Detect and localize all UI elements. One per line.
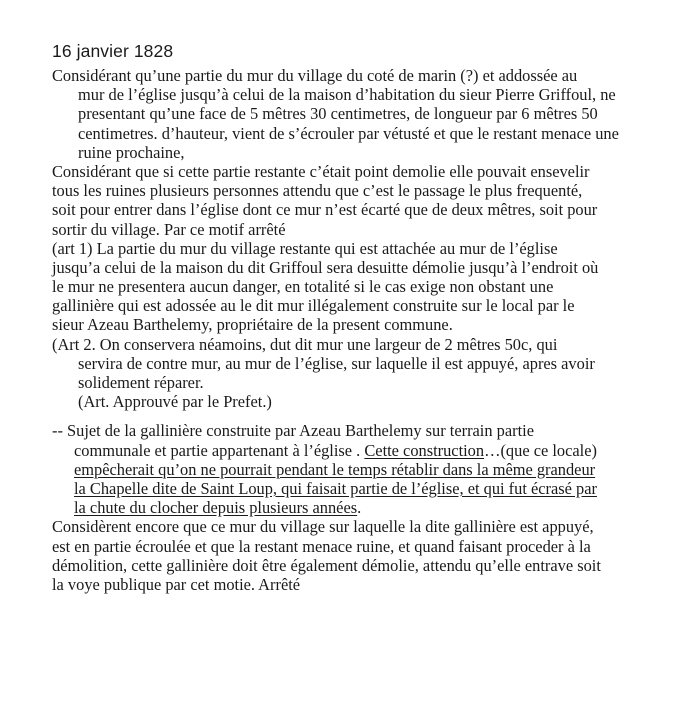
- text-line: (art 1) La partie du mur du village restante qui est attachée au mur de l’église: [52, 238, 558, 258]
- underlined-text: Cette construction: [364, 440, 485, 460]
- text-line: servira de contre mur, au mur de l’église, sur laquelle il est appuyé, apres avoir: [78, 353, 595, 373]
- text-line: solidement réparer.: [78, 373, 204, 392]
- text-line: jusqu’a celui de la maison du dit Griffoul sera desuitte démolie jusqu’à l’endroit où: [52, 257, 599, 277]
- text-line: sortir du village. Par ce motif arrêté: [52, 219, 286, 239]
- text-line: Considérant que si cette partie restante c’était point demolie elle pouvait ensevelir: [52, 161, 590, 181]
- text-line: gallinière qui est adossée au le dit mur illégalement construite sur le local par le: [52, 296, 575, 316]
- text-line: la voye publique par cet motie. Arrêté: [52, 574, 301, 594]
- text-line: mur de l’église jusqu’à celui de la maison d’habitation du sieur Pierre Griffoul, ne: [78, 85, 616, 105]
- text-line: le mur ne presentera aucun danger, en totalité si le cas exige non obstant une: [52, 277, 554, 297]
- text-line: presentant qu’une face de 5 mêtres 30 centimetres, de longueur par 6 mêtres 50: [78, 104, 598, 124]
- text-line: Considérant qu’une partie du mur du village du coté de marin (?) et addossée au: [52, 66, 578, 85]
- text-line: [52, 498, 672, 517]
- text-line: [52, 441, 672, 460]
- text-line: ruine prochaine,: [78, 142, 185, 162]
- text-line: centimetres. d’hauteur, vient de s’écrouler par vétusté et que le restant menace une: [78, 123, 619, 143]
- text-line: soit pour entrer dans l’église dont ce mur n’est écarté que de deux mêtres, soit pour: [52, 200, 598, 220]
- underlined-text-line: empêcherait qu’on ne pourrait pendant le temps rétablir dans la même grandeur: [74, 459, 596, 479]
- text-line: -- Sujet de la gallinière construite par Azeau Barthelemy sur terrain partie: [52, 421, 534, 441]
- text-segment: …(que ce locale): [484, 440, 597, 460]
- text-line: démolition, cette gallinière doit être également démolie, attendu qu’elle entrave soit: [52, 555, 601, 575]
- text-line: tous les ruines plusieurs personnes attendu que c’est le passage le plus frequenté,: [52, 181, 583, 201]
- text-segment: .: [357, 498, 362, 518]
- text-line: (Art 2. On conservera néamoins, dut dit mur une largeur de 2 mêtres 50c, qui: [52, 334, 558, 354]
- underlined-text: la chute du clocher depuis plusieurs années: [74, 498, 358, 518]
- document-date: 16 janvier 1828: [52, 41, 174, 61]
- text-segment: communale et partie appartenant à l’église .: [74, 440, 365, 460]
- text-line: Considèrent encore que ce mur du village sur laquelle la dite gallinière est appuyé,: [52, 517, 594, 537]
- underlined-text-line: la Chapelle dite de Saint Loup, qui faisait partie de l’église, et qui fut écrasé par: [74, 478, 597, 498]
- document-body: [52, 66, 672, 594]
- text-line: sieur Azeau Barthelemy, propriétaire de la present commune.: [52, 315, 453, 335]
- text-line: (Art. Approuvé par le Prefet.): [78, 392, 272, 412]
- text-line: est en partie écroulée et que la restant menace ruine, et quand faisant proceder à la: [52, 536, 591, 556]
